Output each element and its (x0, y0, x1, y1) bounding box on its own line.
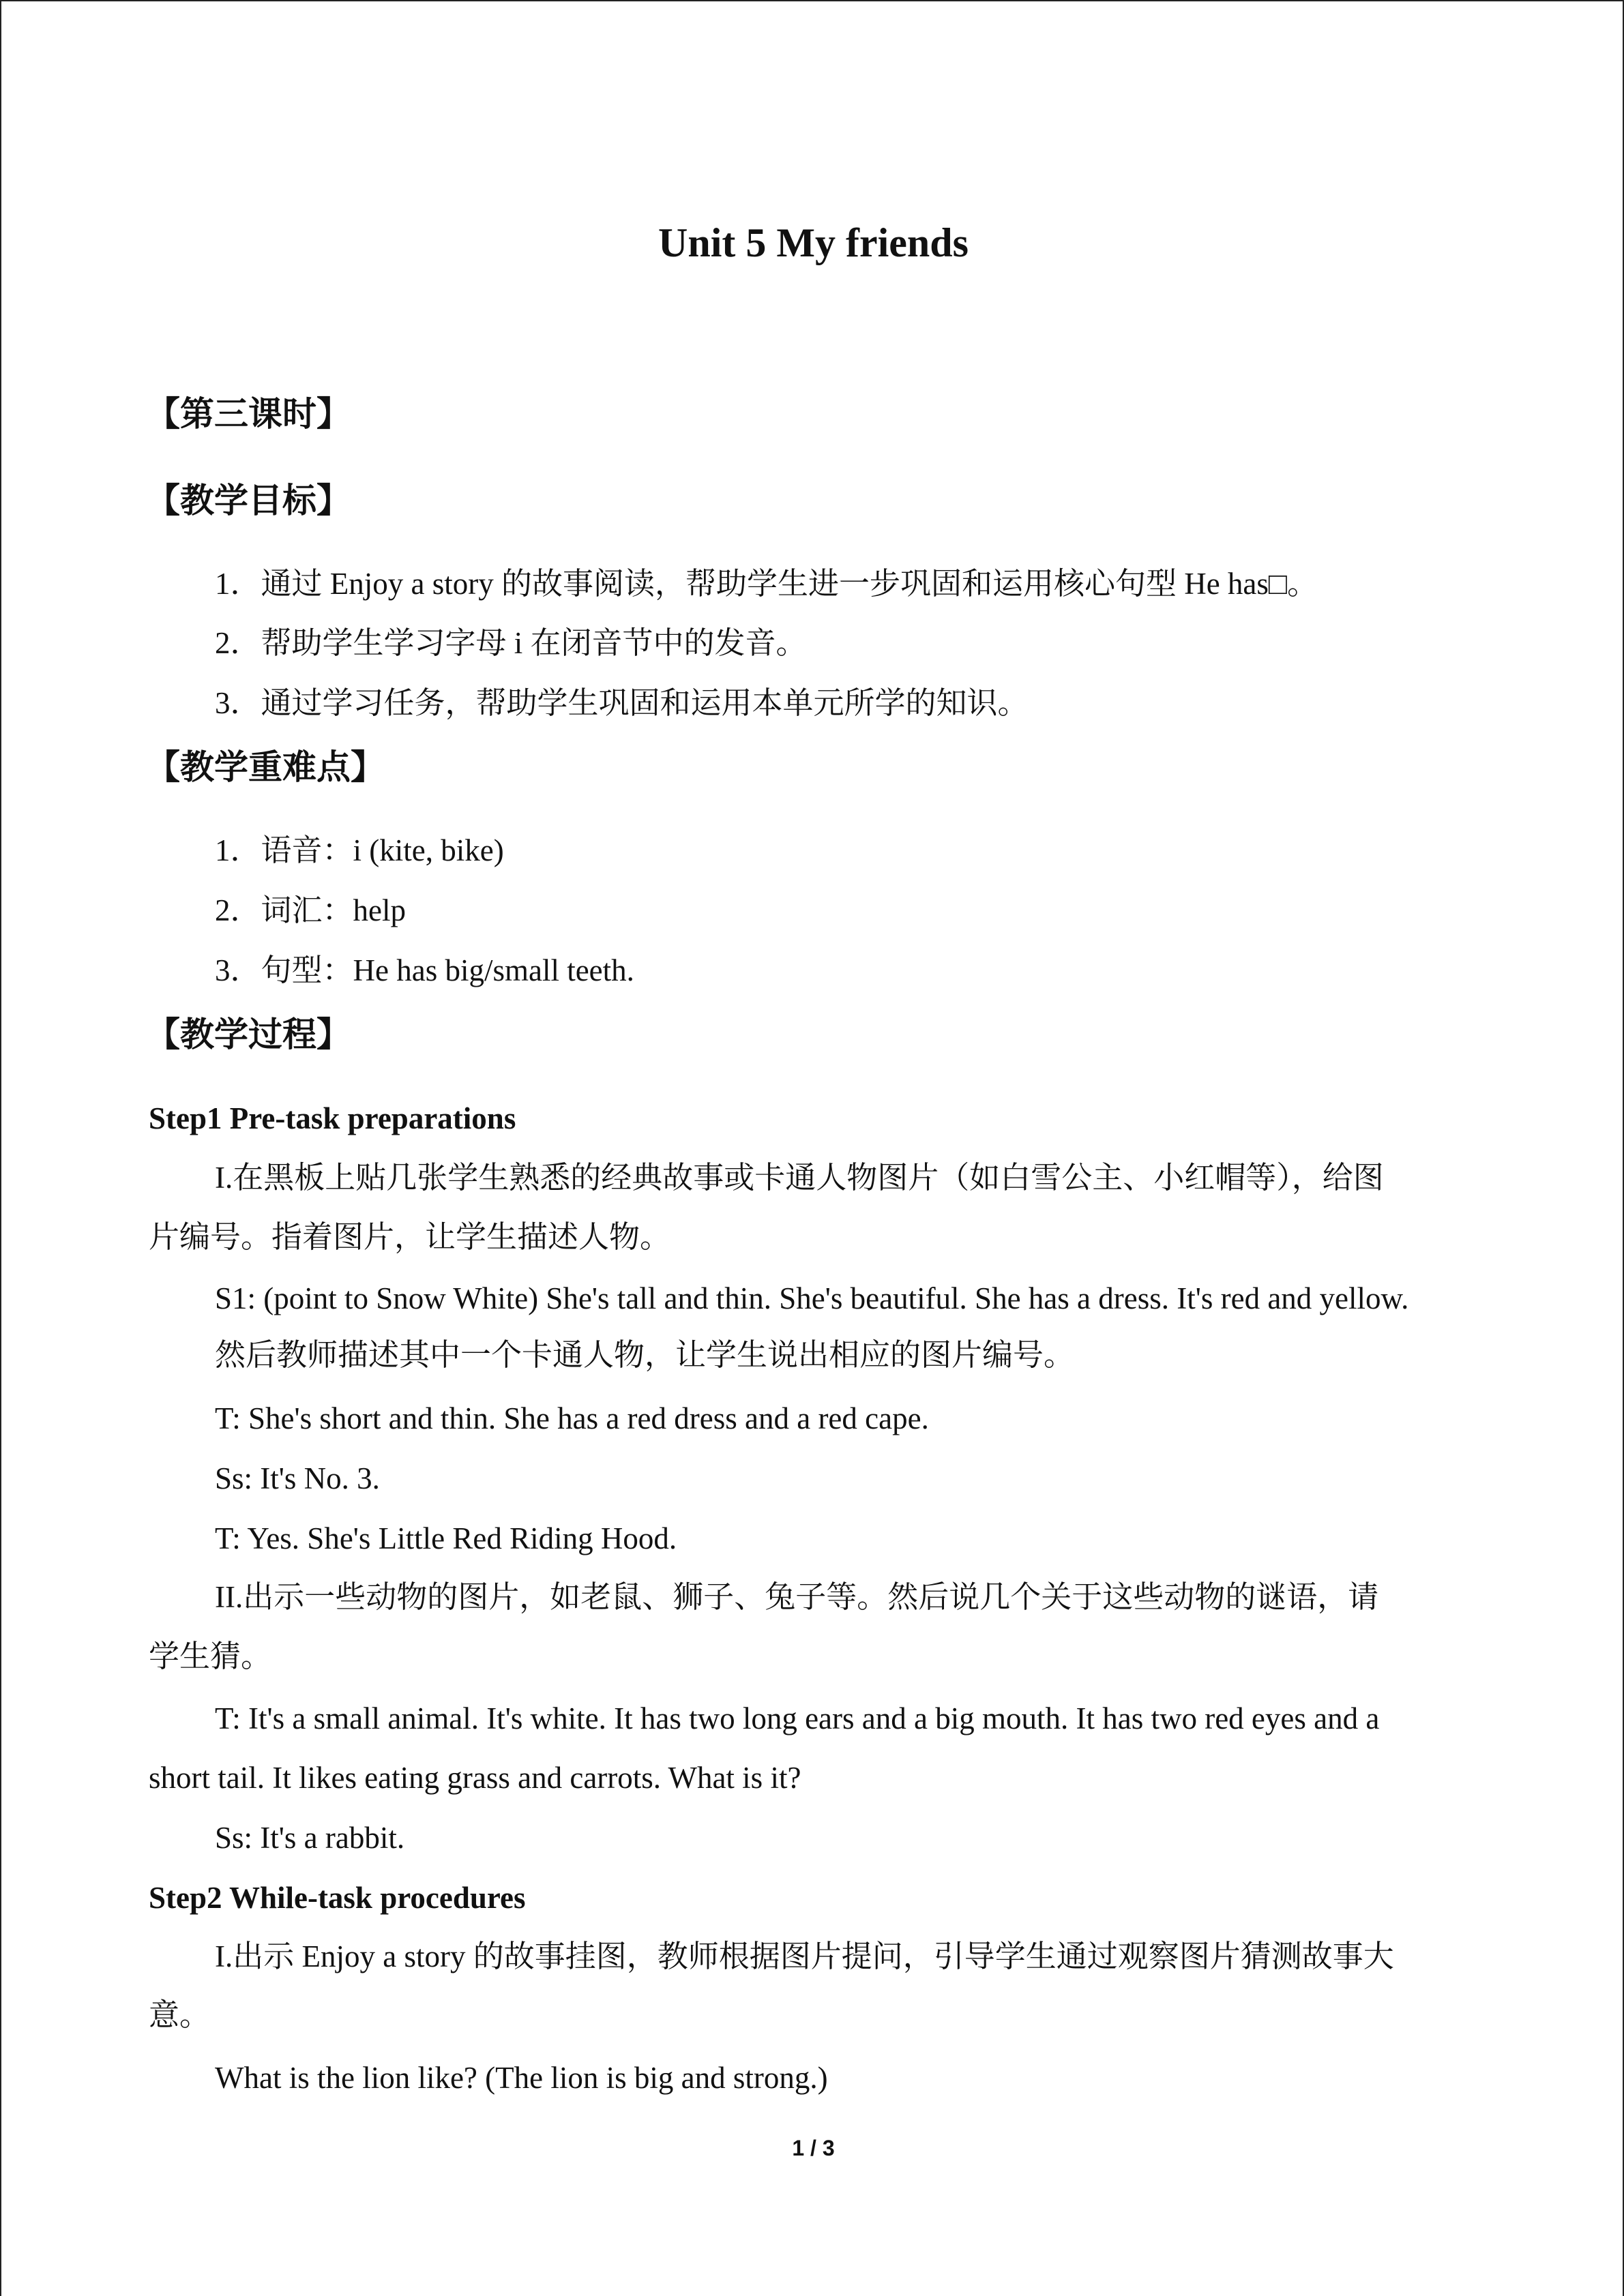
step1-line: Ss: It's No. 3. (215, 1461, 380, 1495)
document-title: Unit 5 My friends (658, 220, 969, 265)
step1-line: 片编号。指着图片，让学生描述人物。 (149, 1220, 671, 1254)
objective-item: 1．通过 Enjoy a story 的故事阅读，帮助学生进一步巩固和运用核心句型 He has□。 (215, 567, 1318, 601)
step1-line: 然后教师描述其中一个卡通人物，让学生说出相应的图片编号。 (215, 1338, 1075, 1372)
heading-key-points: 【教学重难点】 (146, 747, 385, 787)
objective-item: 3．通过学习任务，帮助学生巩固和运用本单元所学的知识。 (215, 686, 1029, 720)
page-number: 1 / 3 (792, 2136, 835, 2160)
heading-process: 【教学过程】 (146, 1015, 351, 1054)
step1-line: T: Yes. She's Little Red Riding Hood. (215, 1521, 677, 1555)
key-point-item: 2．词汇：help (215, 893, 406, 927)
step1-line: T: She's short and thin. She has a red dress and a red cape. (215, 1401, 929, 1435)
step2-heading: Step2 While-task procedures (149, 1881, 526, 1915)
step1-line: S1: (point to Snow White) She's tall and thin. She's beautiful. She has a dress. It's red and yellow. (215, 1281, 1409, 1315)
step1-heading: Step1 Pre-task preparations (149, 1101, 516, 1135)
step1-line: T: It's a small animal. It's white. It has two long ears and a big mouth. It has two red eyes and a (215, 1701, 1380, 1735)
key-point-item: 3．句型：He has big/small teeth. (215, 953, 634, 987)
step2-line: What is the lion like? (The lion is big and strong.) (215, 2061, 828, 2095)
step2-line: 意。 (149, 1998, 211, 2032)
step1-line: II.出示一些动物的图片，如老鼠、狮子、兔子等。然后说几个关于这些动物的谜语，请 (215, 1580, 1379, 1614)
step1-line: short tail. It likes eating grass and carrots. What is it? (149, 1761, 801, 1795)
heading-lesson: 【第三课时】 (146, 394, 351, 434)
objective-item: 2．帮助学生学习字母 i 在闭音节中的发音。 (215, 626, 807, 660)
step1-line: 学生猜。 (149, 1639, 272, 1673)
key-point-item: 1．语音：i (kite, bike) (215, 833, 504, 867)
step1-line: Ss: It's a rabbit. (215, 1821, 405, 1855)
step1-line: I.在黑板上贴几张学生熟悉的经典故事或卡通人物图片（如白雪公主、小红帽等），给图 (215, 1161, 1384, 1195)
step2-line: I.出示 Enjoy a story 的故事挂图，教师根据图片提问，引导学生通过观察图片猜测故事大 (215, 1939, 1394, 1973)
heading-objectives: 【教学目标】 (146, 481, 351, 520)
